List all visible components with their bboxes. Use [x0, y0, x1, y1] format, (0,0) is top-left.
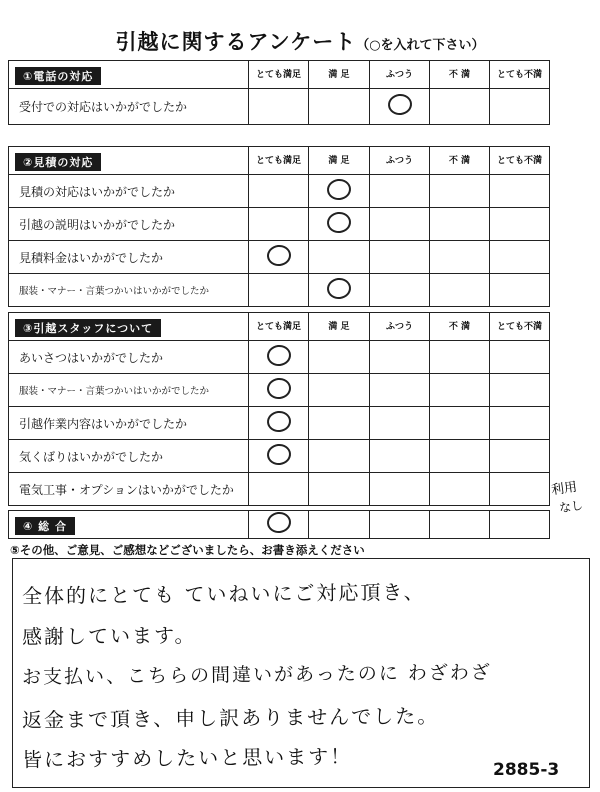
rating-cell[interactable] — [490, 241, 550, 274]
question-text: 見積料金はいかがでしたか — [9, 241, 249, 274]
circle-mark — [326, 177, 352, 200]
question-row — [9, 274, 550, 307]
question-text: 服装・マナー・言葉つかいはいかがでしたか — [9, 374, 249, 407]
comment-line: 皆におすすめしたいと思います！ — [21, 744, 353, 772]
rating-header: とても不満 — [490, 313, 550, 341]
rating-header: ふつう — [370, 313, 430, 341]
rating-cell[interactable] — [430, 175, 490, 208]
title-sub: （○を入れて下さい） — [356, 38, 485, 53]
question-text: 引越作業内容はいかがでしたか — [9, 407, 249, 440]
rating-cell[interactable] — [249, 440, 309, 473]
rating-cell[interactable] — [490, 274, 550, 307]
page-title — [0, 26, 600, 56]
rating-header: ふつう — [370, 147, 430, 175]
circle-mark — [265, 243, 291, 266]
rating-cell[interactable] — [249, 274, 309, 307]
rating-cell[interactable] — [249, 89, 309, 125]
circle-mark — [265, 343, 291, 366]
rating-cell[interactable] — [430, 440, 490, 473]
rating-cell[interactable] — [249, 511, 309, 539]
question-row — [9, 511, 550, 539]
question-row — [9, 473, 550, 506]
circle-mark — [265, 409, 291, 432]
section-table-staff — [8, 312, 550, 506]
rating-cell[interactable] — [490, 440, 550, 473]
circle-mark — [326, 210, 352, 233]
rating-cell[interactable] — [430, 274, 490, 307]
question-row — [9, 175, 550, 208]
question-text: 電気工事・オプションはいかがでしたか — [9, 473, 249, 506]
rating-cell[interactable] — [490, 208, 550, 241]
rating-cell[interactable] — [490, 341, 550, 374]
rating-cell[interactable] — [249, 208, 309, 241]
rating-cell[interactable] — [430, 374, 490, 407]
rating-cell[interactable] — [309, 89, 370, 125]
rating-cell[interactable] — [370, 473, 430, 506]
rating-cell[interactable] — [249, 175, 309, 208]
circle-mark — [326, 276, 352, 299]
section-table-estimate — [8, 146, 550, 307]
question-row — [9, 208, 550, 241]
section-header-estimate: ②見積の対応 — [9, 147, 249, 175]
handwritten-note-not-used — [549, 478, 589, 516]
rating-cell[interactable] — [370, 274, 430, 307]
question-text: 引越の説明はいかがでしたか — [9, 208, 249, 241]
question-row — [9, 341, 550, 374]
svg-text:利用: 利用 — [550, 479, 579, 499]
title-main: 引越に関するアンケート — [115, 30, 357, 54]
rating-header: とても不満 — [490, 61, 550, 89]
rating-cell[interactable] — [370, 341, 430, 374]
rating-header: とても満足 — [249, 61, 309, 89]
rating-cell[interactable] — [309, 208, 370, 241]
comment-line: 全体的にとても ていねいにご対応頂き、 — [21, 579, 426, 609]
section-header-overall: ④ 総 合 — [9, 511, 249, 539]
rating-cell[interactable] — [370, 241, 430, 274]
rating-header: ふつう — [370, 61, 430, 89]
circle-mark — [265, 376, 291, 399]
rating-cell[interactable] — [309, 241, 370, 274]
rating-header: 不 満 — [430, 61, 490, 89]
rating-cell[interactable] — [370, 374, 430, 407]
rating-header: 不 満 — [430, 147, 490, 175]
rating-cell[interactable] — [370, 511, 430, 539]
question-row — [9, 407, 550, 440]
question-row — [9, 440, 550, 473]
rating-cell[interactable] — [309, 175, 370, 208]
section-header-staff: ③引越スタッフについて — [9, 313, 249, 341]
rating-header: とても不満 — [490, 147, 550, 175]
question-text: 服装・マナー・言葉つかいはいかがでしたか — [9, 274, 249, 307]
rating-cell[interactable] — [309, 511, 370, 539]
svg-text:なし: なし — [558, 498, 584, 516]
rating-header: とても満足 — [249, 147, 309, 175]
rating-cell[interactable] — [249, 407, 309, 440]
section-header-phone: ①電話の対応 — [9, 61, 249, 89]
rating-cell[interactable] — [309, 407, 370, 440]
section5-label: ⑤その他、ご意見、ご感想などございましたら、お書き添えください — [10, 543, 365, 557]
rating-cell[interactable] — [490, 89, 550, 125]
rating-cell[interactable] — [490, 374, 550, 407]
rating-cell[interactable] — [490, 407, 550, 440]
rating-cell[interactable] — [249, 374, 309, 407]
question-row — [9, 374, 550, 407]
circle-mark — [265, 511, 291, 534]
rating-cell[interactable] — [309, 440, 370, 473]
rating-cell[interactable] — [370, 440, 430, 473]
rating-cell[interactable] — [430, 473, 490, 506]
rating-cell[interactable] — [309, 473, 370, 506]
rating-cell[interactable] — [370, 208, 430, 241]
question-row — [9, 241, 550, 274]
comment-line: 返金まで頂き、申し訳ありませんでした。 — [21, 703, 440, 733]
rating-cell[interactable] — [430, 511, 490, 539]
rating-cell[interactable] — [309, 341, 370, 374]
rating-cell[interactable] — [430, 407, 490, 440]
rating-header: 満 足 — [309, 313, 370, 341]
question-text: 受付での対応はいかがでしたか — [9, 89, 249, 125]
section-table-overall — [8, 510, 550, 539]
document-number: 2885-3 — [493, 760, 560, 780]
rating-header: 満 足 — [309, 147, 370, 175]
circle-mark — [265, 442, 291, 465]
rating-cell[interactable] — [249, 241, 309, 274]
question-text: 見積の対応はいかがでしたか — [9, 175, 249, 208]
comment-line: 感謝しています。 — [21, 623, 197, 649]
rating-header: とても満足 — [249, 313, 309, 341]
rating-cell[interactable] — [430, 341, 490, 374]
rating-cell[interactable] — [249, 473, 309, 506]
rating-cell[interactable] — [490, 175, 550, 208]
rating-cell[interactable] — [370, 175, 430, 208]
rating-cell[interactable] — [430, 241, 490, 274]
rating-cell[interactable] — [249, 341, 309, 374]
rating-cell[interactable] — [490, 473, 550, 506]
rating-cell[interactable] — [430, 208, 490, 241]
section-table-phone — [8, 60, 550, 125]
rating-header: 不 満 — [430, 313, 490, 341]
comment-line: お支払い、こちらの間違いがあったのに わざわざ — [21, 661, 492, 689]
rating-cell[interactable] — [370, 407, 430, 440]
rating-cell[interactable] — [309, 374, 370, 407]
question-row — [9, 89, 550, 125]
rating-cell[interactable] — [370, 89, 430, 125]
rating-cell[interactable] — [309, 274, 370, 307]
circle-mark — [386, 93, 412, 116]
rating-cell[interactable] — [490, 511, 550, 539]
rating-header: 満 足 — [309, 61, 370, 89]
question-text: 気くばりはいかがでしたか — [9, 440, 249, 473]
question-text: あいさつはいかがでしたか — [9, 341, 249, 374]
rating-cell[interactable] — [430, 89, 490, 125]
